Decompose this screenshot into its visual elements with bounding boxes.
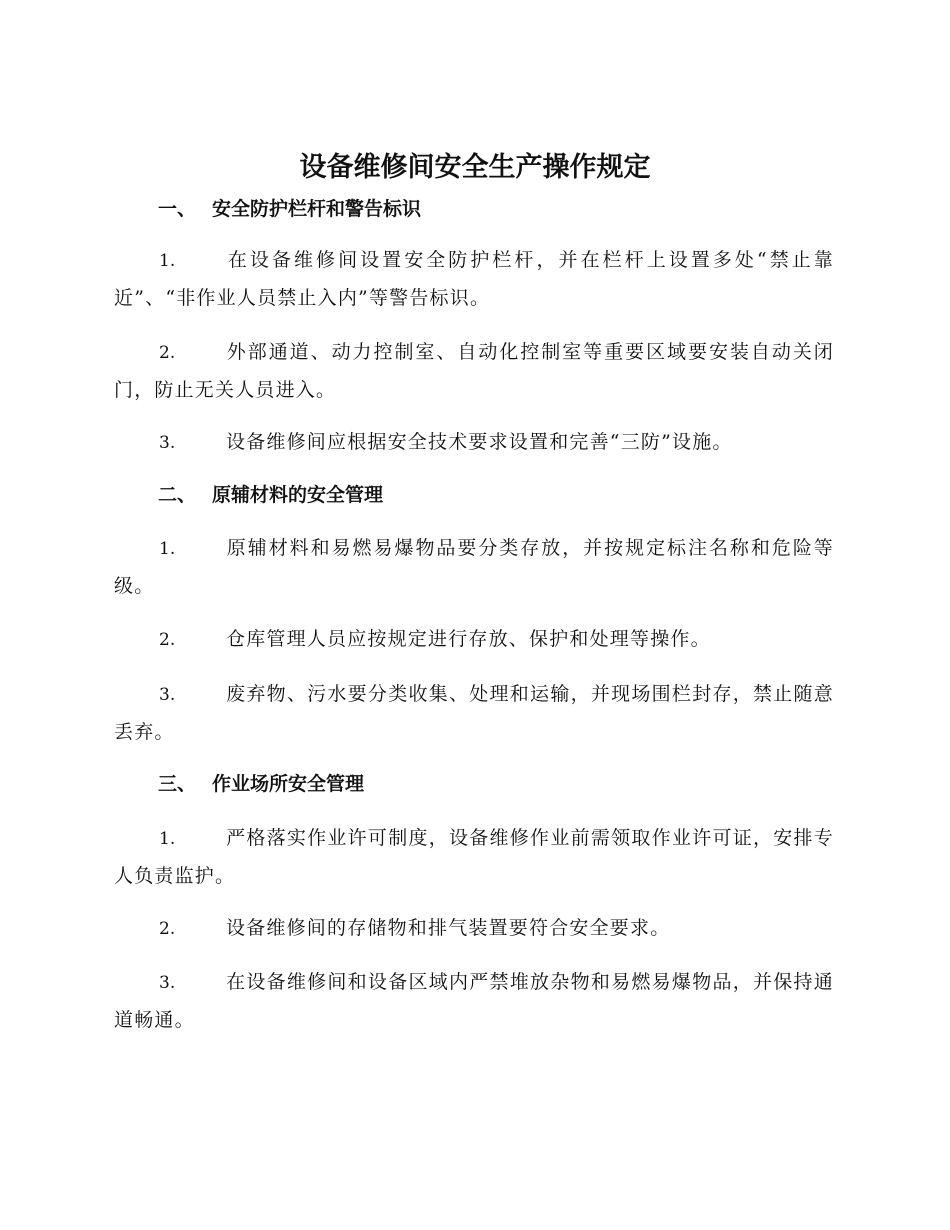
document-title: 设备维修间安全生产操作规定 bbox=[299, 152, 651, 183]
item-number: 2. bbox=[159, 630, 176, 650]
section-title: 作业场所安全管理 bbox=[212, 773, 365, 795]
list-item bbox=[114, 424, 834, 462]
list-item bbox=[114, 621, 834, 659]
item-text: 废弃物、污水要分类收集、处理和运输，并现场围栏封存，禁止随意丢弃。 bbox=[114, 683, 834, 743]
item-number: 1. bbox=[159, 829, 176, 849]
list-item bbox=[114, 820, 834, 895]
item-number: 2. bbox=[159, 919, 176, 939]
section-heading bbox=[158, 193, 421, 225]
list-item bbox=[114, 964, 834, 1039]
section-number: 二、 bbox=[158, 484, 197, 506]
section-title: 安全防护栏杆和警告标识 bbox=[212, 198, 422, 220]
item-number: 3. bbox=[159, 433, 176, 453]
section-number: 一、 bbox=[158, 198, 197, 220]
item-number: 3. bbox=[159, 973, 176, 993]
item-text: 设备维修间应根据安全技术要求设置和完善“三防”设施。 bbox=[226, 431, 733, 453]
list-item bbox=[114, 242, 834, 317]
item-number: 1. bbox=[159, 539, 176, 559]
section-number: 三、 bbox=[158, 773, 197, 795]
item-text: 原辅材料和易燃易爆物品要分类存放，并按规定标注名称和危险等级。 bbox=[114, 537, 834, 597]
item-number: 3. bbox=[159, 685, 176, 705]
section-heading bbox=[158, 479, 383, 511]
item-text: 严格落实作业许可制度，设备维修作业前需领取作业许可证，安排专人负责监护。 bbox=[114, 827, 834, 887]
item-number: 2. bbox=[159, 343, 176, 363]
list-item bbox=[114, 676, 834, 751]
item-text: 仓库管理人员应按规定进行存放、保护和处理等操作。 bbox=[226, 628, 711, 650]
item-text: 设备维修间的存储物和排气装置要符合安全要求。 bbox=[226, 917, 671, 939]
section-title: 原辅材料的安全管理 bbox=[212, 484, 384, 506]
item-number: 1. bbox=[159, 251, 176, 271]
section-heading bbox=[158, 768, 364, 800]
item-text: 在设备维修间和设备区域内严禁堆放杂物和易燃易爆物品，并保持通道畅通。 bbox=[114, 971, 834, 1031]
list-item bbox=[114, 334, 834, 409]
list-item bbox=[114, 530, 834, 605]
list-item bbox=[114, 910, 834, 948]
item-text: 外部通道、动力控制室、自动化控制室等重要区域要安装自动关闭门，防止无关人员进入。 bbox=[114, 341, 834, 401]
item-text: 在设备维修间设置安全防护栏杆，并在栏杆上设置多处“禁止靠近”、“非作业人员禁止入内”等警告标识。 bbox=[114, 249, 834, 309]
